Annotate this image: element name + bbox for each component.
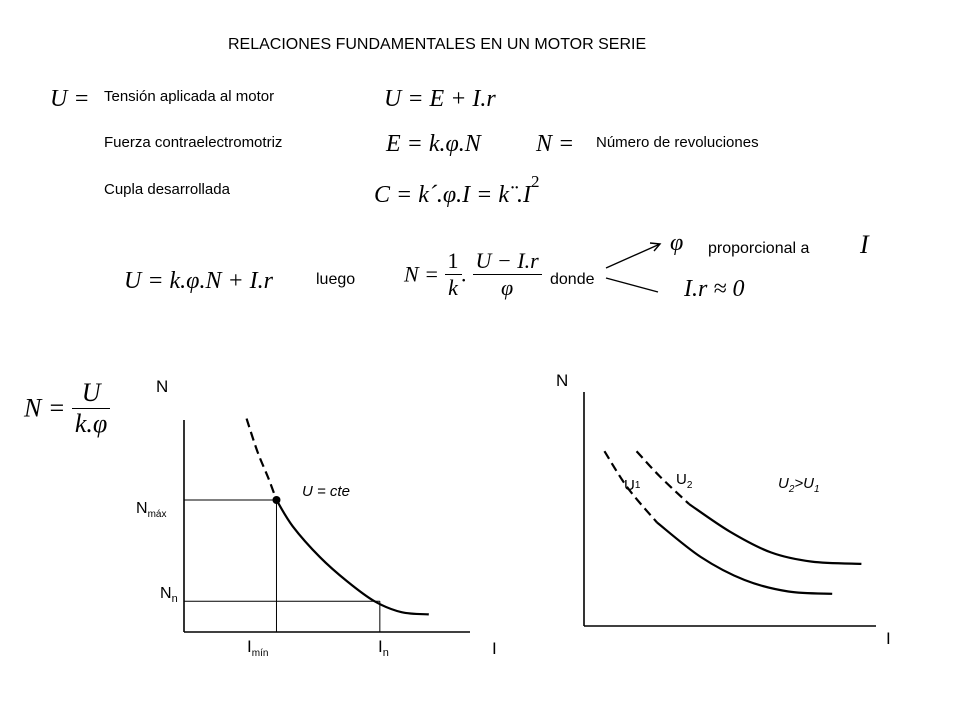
e-formula: E = k.φ.N <box>386 131 481 157</box>
luego-label: luego <box>316 271 356 288</box>
svg-text:In <box>378 637 389 659</box>
fraction-one-num: 1 <box>447 248 459 273</box>
u-symbol: U = <box>50 86 90 112</box>
speed-num: U <box>81 378 101 407</box>
chart1-ytick-nn-base: N <box>160 585 172 602</box>
chart1-xlabel: I <box>492 639 497 658</box>
svg-text:U1 <box>624 477 641 494</box>
ir-approx: I.r ≈ 0 <box>684 276 745 302</box>
chart1-ytick-nmax-sub: máx <box>147 509 167 520</box>
chart2-ylabel: N <box>556 371 569 390</box>
svg-text:U2 <box>676 471 693 491</box>
chart2-curve-u2-solid <box>689 504 861 564</box>
n-symbol: N = <box>536 131 575 157</box>
u-formula: U = E + I.r <box>384 86 496 112</box>
derivation-eq1: U = k.φ.N + I.r <box>124 268 273 294</box>
chart-n-vs-i-constant-u <box>136 377 497 659</box>
chart1-xtick-imin <box>247 637 268 659</box>
chart-n-vs-i-two-voltages <box>556 371 891 648</box>
chart2-ann-sub1: 2 <box>788 484 795 495</box>
chart2-u2-base: U <box>676 471 687 488</box>
page-title: RELACIONES FUNDAMENTALES EN UN MOTOR SERIE <box>228 36 647 53</box>
chart2-u2-sub: 2 <box>686 480 693 491</box>
chart1-ytick-nn <box>160 585 178 605</box>
c-formula-exponent: 2 <box>530 172 540 191</box>
chart2-curve-label-u2 <box>676 471 693 491</box>
e-label: Fuerza contraelectromotriz <box>104 134 283 151</box>
chart2-ann-sub2: 1 <box>814 484 820 495</box>
proporcional-label: proporcional a <box>708 240 810 257</box>
chart2-curve-u1-solid <box>657 523 832 594</box>
n-label: Número de revoluciones <box>596 134 759 151</box>
phi-symbol: φ <box>670 230 684 256</box>
chart1-ylabel: N <box>156 377 169 396</box>
svg-text:Nn <box>160 585 178 605</box>
arrow-head-phi <box>650 243 660 251</box>
chart1-xtick-in-base: I <box>378 637 383 656</box>
speed-lhs: N = <box>24 393 66 423</box>
chart1-xtick-imin-sub: mín <box>251 648 269 659</box>
chart1-operating-point <box>272 496 280 504</box>
c-formula-text: C = k´.φ.I = k¨.I <box>374 182 531 208</box>
donde-label: donde <box>550 271 595 288</box>
fraction-one-den: k <box>445 274 462 301</box>
chart1-ytick-nn-sub: n <box>171 593 178 605</box>
chart1-xtick-in-sub: n <box>382 647 389 659</box>
u-label: Tensión aplicada al motor <box>104 88 275 105</box>
speed-den: k.φ <box>72 408 110 439</box>
chart1-curve-1 <box>247 419 277 500</box>
svg-text:U2>U1 <box>778 475 820 495</box>
fraction-two-den: φ <box>473 274 542 301</box>
branch-arrows <box>606 243 660 292</box>
c-label: Cupla desarrollada <box>104 181 230 198</box>
chart1-xtick-in <box>378 637 389 659</box>
arrow-to-phi <box>606 244 660 268</box>
chart2-xlabel: I <box>886 629 891 648</box>
chart2-annotation <box>778 475 820 495</box>
chart2-u1-sub: 1 <box>634 480 641 491</box>
chart2-ann-mid: >U <box>794 475 814 492</box>
arrow-to-ir <box>606 278 658 292</box>
chart1-curve-2 <box>276 500 428 614</box>
chart1-ytick-nmax <box>136 500 166 520</box>
chart2-marks <box>604 451 861 594</box>
chart1-annotation: U = cte <box>302 483 350 500</box>
svg-text:Nmáx <box>136 500 166 520</box>
i-symbol: I <box>860 230 869 259</box>
chart2-curve-label-u1 <box>624 477 641 494</box>
chart2-ann-base: U <box>778 475 789 492</box>
dot-operator: . <box>461 261 468 287</box>
chart1-xtick-imin-base: I <box>247 637 252 656</box>
chart1-ytick-nmax-base: N <box>136 500 148 517</box>
n-lhs: N = <box>404 261 440 287</box>
chart2-u1-base: U <box>624 477 635 494</box>
chart1-marks <box>184 419 429 632</box>
fraction-two-num: U − I.r <box>475 248 539 273</box>
svg-text:Imín <box>247 637 268 659</box>
